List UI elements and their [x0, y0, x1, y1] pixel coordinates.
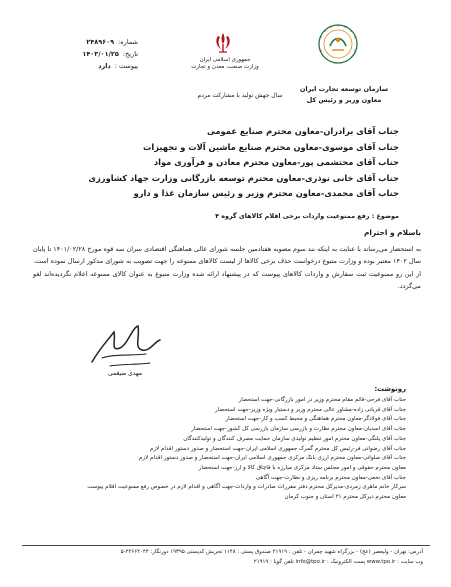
cc-line: جناب آقای پلنگی-معاون محترم امور تنظیم تولیدی سازمان حمایت مصرف کنندگان و تولیدکنندگان — [183, 435, 406, 442]
footer-address: آدرس: تهران - ولیعصر (عج) - بزرگراه شهید چمران - تلفن : ۲۱۹۱۹ صندوق پستی : ۱۱۴۸ تجریش کدپستی ۱۹۳۹۵ دورنگار: ۲۲۶۶۲۰۴۴-۵ — [120, 549, 423, 555]
signature-icon — [80, 318, 170, 378]
tpo-logo-icon — [316, 22, 360, 66]
org-line: سازمان توسعه تجارت ایران — [299, 85, 389, 93]
meta-attachment — [28, 60, 138, 72]
footer-contact: وب سایت : www.tpo.ir پست الکترونیک : info@tpo.ir تلفن گویا : ۲۱۹۱۹ — [253, 559, 423, 565]
cc-line: جناب آقای اسدیان-معاون محترم نظارت و بازرسی سازمان بازرسی کل کشور-جهت استحضار — [191, 426, 406, 433]
org-line: معاون وزیر و رئیس کل — [306, 96, 382, 104]
meta-label: تاریخ: — [122, 50, 138, 58]
recipient-line: جناب آقای محمدی-معاون محترم وزیر و رئیس سازمان غذا و دارو — [133, 188, 399, 199]
organization-title — [296, 84, 392, 106]
cc-line: جناب آقای قربانی زاده-مشاور عالی محترم وزیر و دستیار ویژه وزیر-جهت استحضار — [214, 406, 406, 413]
cc-line: سرکار خانم ماهری زمردی-مدیرکل محترم دفتر مقررات صادرات و واردات-جهت آگاهی و اقدام لازم در خصوص رفع ممنوعیت اقلام پیوست — [87, 484, 406, 491]
letter-subject: موضوع : رفع ممنوعیت واردات برخی اقلام کالاهای گروه ۴ — [215, 212, 399, 220]
cc-line: جناب آقای نخعی-معاون محترم برنامه ریزی و نظارت-جهت آگاهی — [255, 474, 406, 481]
cc-line: معاون محترم حقوقی و امور مجلس ستاد مرکزی مبارزه با قاچاق کالا و ارز-جهت استحضار — [198, 464, 406, 471]
recipient-line: جناب آقای موسوی-معاون محترم صنایع ماشین آلات و تجهیزات — [143, 141, 399, 152]
cc-list — [36, 396, 406, 503]
meta-label: شماره: — [118, 38, 138, 46]
signature-name: مهدی ضیغمی — [107, 370, 143, 377]
meta-label: پیوست : — [114, 62, 138, 70]
greeting: باسلام و احترام — [363, 228, 421, 237]
meta-date — [28, 48, 138, 60]
cc-line: معاون محترم دیرکل محترم ۳۱ استان و جنوب کرمان — [284, 494, 406, 501]
ministry-name — [180, 57, 270, 71]
meta-value: ۲۴۸۹۶۰۹ — [86, 38, 115, 46]
cc-line: جناب آقای فرحی-قائم مقام محترم وزیر در امور بازرگانی-جهت استحضار — [238, 397, 406, 403]
cc-line: جناب آقای صلواتی-معاون محترم ارزی بانک مرکزی جمهوری اسلامی ایران-جهت استحضار و صدور دستور اقدام لازم — [138, 455, 406, 462]
cc-line: جناب آقای رضوانی فر-رئیس کل محترم گمرک جمهوری اسلامی ایران-جهت استحضار و صدور دستور اقدام لازم — [149, 445, 406, 452]
ministry-line: وزارت صنعت، معدن و تجارت — [191, 64, 259, 70]
cc-line: جناب آقای فولادگر-معاون محترم هماهنگی و محیط کسب و کار-جهت استحضار — [225, 416, 406, 423]
ministry-line: جمهوری اسلامی ایران — [199, 57, 251, 63]
meta-number — [28, 36, 138, 48]
iran-emblem-icon — [210, 30, 236, 56]
meta-value: دارد — [98, 62, 111, 70]
body-paragraph: به استحضار می‌رساند با عنایت به اینکه بند سوم مصوبه هفتادمین جلسه شورای عالی هماهنگی اقتصادی سران سه قوه مورخ ۱۴۰۱/۰۲/۲۸ تا پایان سال ۱۴۰۲ معتبر بوده و وزارت متبوع درخواست حذف برخی کالاها از لیست کالاهای ممنوعه را جهت تصویب به شورای مذکور ارسال نموده است. از این رو ممنوعیت ثبت سفارش و واردات کالاهای پیوست که در پیشنهاد ارائه شده وزارت متبوع به عنوان کالای ممنوعه اعلام نگردیده‌اند لغو می‌گردد. — [33, 245, 421, 291]
letter-meta — [28, 36, 138, 72]
cc-title: رونوشت: — [374, 385, 406, 393]
year-slogan: سال جهش تولید با مشارکت مردم — [197, 92, 283, 99]
recipients-list — [79, 124, 399, 202]
recipient-line: جناب آقای برادران-معاون محترم صنایع عمومی — [207, 126, 399, 136]
footer-divider — [22, 545, 430, 546]
recipient-line: جناب آقای محتشمی پور-معاون محترم معادن و فرآوری مواد — [153, 157, 399, 168]
recipient-line: جناب آقای خانی نوذری-معاون محترم توسعه بازرگانی وزارت جهاد کشاورزی — [88, 172, 399, 183]
meta-value: ۱۴۰۳/۰۱/۲۵ — [82, 50, 119, 58]
